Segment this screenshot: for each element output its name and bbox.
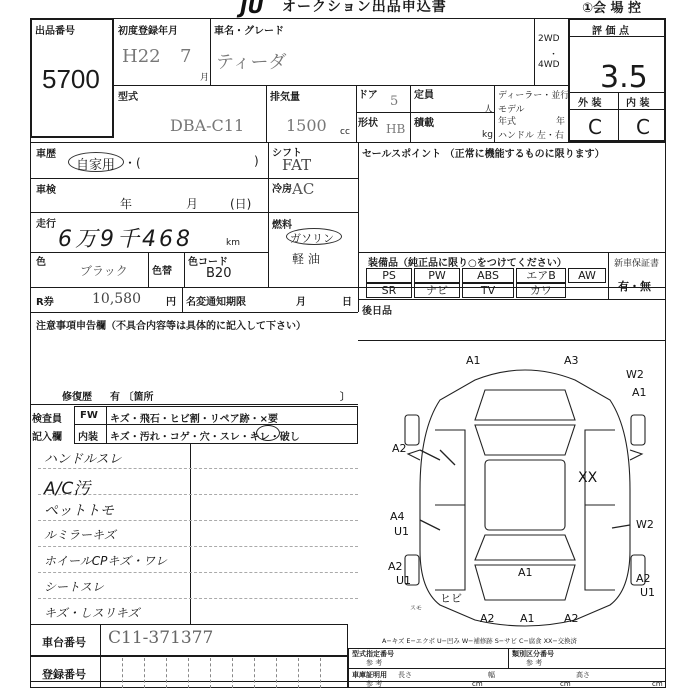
wheel-front-right — [631, 415, 645, 445]
equipment-item[interactable] — [366, 283, 412, 298]
remark-line: ホイールCPキズ・ワレ — [44, 554, 168, 568]
damage-legend: A−キズ E−エクボ U−凹み W−補修跡 S−サビ C−腐食 XX−交換済 — [382, 637, 577, 645]
inspector-mark-circle — [256, 425, 280, 441]
dealer-year-label: 年式 — [498, 117, 517, 127]
capacity-unit: 人 — [484, 105, 494, 115]
inspector-row1-tag: FW — [80, 410, 98, 421]
dealer-type: ディーラー・並行 — [498, 91, 570, 101]
car-body-outline — [420, 370, 630, 626]
warranty-label: 新車保証書 — [614, 259, 660, 269]
drive-2wd: 2WD — [538, 34, 560, 44]
damage-mark: W2 — [626, 368, 644, 381]
type-label: 型式 — [118, 92, 138, 103]
equipment-label: 装備品（純正品に限り○をつけてください） — [368, 258, 567, 269]
recycle-unit: 円 — [166, 297, 176, 308]
color-code-value: B20 — [206, 266, 232, 281]
interior-grade: C — [636, 115, 650, 139]
equipment-item-label: カワ — [530, 284, 552, 297]
dealer-year-unit: 年 — [556, 117, 566, 127]
equipment-item-label: ナビ — [426, 284, 448, 297]
damage-mark: U1 — [640, 586, 656, 599]
car-hood — [475, 390, 575, 420]
color-label: 色 — [36, 257, 46, 268]
interior-label: 内 装 — [626, 98, 650, 109]
lot-number-label: 出品番号 — [35, 26, 75, 37]
dealer-handle: ハンドル 左・右 — [498, 131, 564, 141]
brand-logo: JU — [240, 0, 264, 18]
usage-value: 自家用 — [76, 158, 116, 173]
post-date-label: 後日品 — [362, 306, 392, 317]
repair-history-close: 〕 — [340, 392, 350, 403]
width-label: 幅 — [488, 671, 495, 679]
damage-mark: A1 — [520, 612, 535, 625]
warranty-value: 有・無 — [618, 280, 651, 293]
garage-cert-ref: 参 考 — [366, 680, 383, 688]
fuel-gas-circle — [286, 228, 342, 245]
remark-line: A/C汚 — [44, 479, 91, 499]
remark-line: ペットトモ — [44, 503, 114, 519]
inspection-year-unit: 年 — [120, 197, 133, 211]
inspection-day-unit: (日) — [230, 197, 252, 211]
inspection-month-unit: 月 — [186, 197, 199, 211]
equipment-item[interactable] — [462, 268, 514, 283]
remark-line: シートスレ — [44, 580, 104, 594]
venue-copy-label: ①会 場 控 — [582, 1, 642, 16]
inspector-row2-text: キズ・汚れ・コゲ・穴・スレ・キレ・破し — [110, 432, 300, 443]
equipment-item-label: SR — [381, 284, 397, 297]
equipment-item-label: PS — [382, 269, 396, 282]
displacement-unit: cc — [340, 127, 350, 137]
equipment-item-label: ABS — [477, 269, 499, 282]
equipment-item[interactable] — [516, 268, 566, 283]
equipment-item[interactable] — [414, 283, 460, 298]
model-name-value: ティーダ — [216, 52, 287, 73]
fuel-gas: ガソリン — [290, 232, 334, 245]
length-unit: cm — [472, 680, 483, 688]
color-value: ブラック — [80, 264, 128, 278]
name-change-label: 名変通知期限 — [186, 297, 246, 308]
mileage-unit: km — [226, 238, 240, 248]
fuel-label: 燃料 — [272, 220, 292, 231]
damage-mark: U1 — [394, 525, 410, 538]
notes-label: 注意事項申告欄（不具合内容等は具体的に記入して下さい） — [36, 321, 306, 332]
inspector-row2-tag: 内装 — [78, 432, 98, 443]
registration-era-year: H22 — [122, 46, 161, 67]
score-value: 3.5 — [600, 60, 648, 95]
chassis-value: C11-371377 — [108, 628, 214, 648]
equipment-item[interactable] — [414, 268, 460, 283]
sales-point-label: セールスポイント （正常に機能するものに限ります） — [362, 149, 605, 160]
wheel-front-left — [405, 415, 419, 445]
usage-label: 車歴 — [36, 149, 56, 160]
equipment-item-label: TV — [480, 284, 496, 297]
exterior-label: 外 装 — [578, 98, 602, 109]
equipment-item[interactable] — [568, 268, 606, 283]
chassis-label: 車台番号 — [42, 636, 86, 649]
designation-label: 型式指定番号 — [352, 650, 394, 658]
car-door-right — [585, 430, 615, 590]
category-label: 類別区分番号 — [512, 650, 554, 658]
plate-label: 登録番号 — [42, 668, 86, 681]
shift-label: シフト — [272, 148, 302, 159]
remark-line: ルミラーキズ — [44, 528, 116, 542]
damage-mark: A4 — [390, 510, 405, 523]
usage-rest: ・( — [124, 156, 141, 170]
load-unit: kg — [482, 130, 493, 140]
mileage-label: 走行 — [36, 219, 56, 230]
recycle-value: 10,580 — [92, 291, 141, 307]
capacity-label: 定員 — [414, 90, 434, 101]
repair-history-value: 有 〔箇所 — [110, 392, 154, 403]
recycle-label: R券 — [36, 297, 54, 308]
mirror-left — [408, 450, 420, 460]
name-change-month: 月 — [296, 297, 306, 308]
doors-label: ドア — [358, 90, 378, 101]
height-label: 高さ — [576, 671, 590, 679]
registration-month: 7 — [180, 46, 192, 67]
shift-value: FAT — [282, 156, 312, 174]
cooler-value: AC — [292, 180, 315, 198]
drive-dot: ・ — [549, 50, 559, 60]
damage-mark: W2 — [636, 518, 654, 531]
equipment-item[interactable] — [462, 283, 514, 298]
cooler-label: 冷房 — [272, 184, 292, 195]
name-change-day: 日 — [342, 297, 352, 308]
damage-mark: A1 — [632, 386, 647, 399]
dealer-model-label: モデル — [498, 105, 525, 115]
designation-ref: 参 考 — [366, 659, 383, 667]
color-change-label: 色替 — [152, 266, 172, 277]
damage-mark: A3 — [564, 354, 579, 367]
width-unit: cm — [560, 680, 571, 688]
registration-label: 初度登録年月 — [118, 26, 178, 37]
car-roof — [485, 460, 565, 530]
height-unit: cm — [652, 680, 663, 688]
shape-value: HB — [386, 122, 406, 136]
score-box — [568, 18, 666, 142]
equipment-item[interactable] — [516, 283, 566, 298]
drive-4wd: 4WD — [538, 60, 560, 70]
model-name-label: 車名・グレード — [214, 26, 284, 37]
damage-mark: U1 — [396, 574, 412, 587]
inspector-label-2: 記入欄 — [32, 432, 62, 443]
damage-mark: A2 — [392, 442, 407, 455]
color-code-label: 色コード — [188, 257, 228, 268]
equipment-item[interactable] — [366, 268, 412, 283]
inspector-label-1: 検査員 — [32, 414, 62, 425]
score-label: 評 価 点 — [592, 26, 629, 37]
equipment-item-label: PW — [428, 269, 446, 282]
equipment-item-label: AW — [578, 269, 596, 282]
damage-mark: A1 — [518, 566, 533, 579]
car-rear-window — [475, 535, 575, 560]
damage-mark: A2 — [480, 612, 495, 625]
registration-month-unit: 月 — [200, 73, 210, 83]
displacement-value: 1500 — [286, 116, 327, 135]
equipment-item-label: エアB — [526, 269, 556, 282]
usage-close: ) — [254, 154, 259, 168]
exterior-grade: C — [588, 115, 602, 139]
damage-mark: A2 — [564, 612, 579, 625]
lot-number-value: 5700 — [42, 64, 100, 94]
form-title: オークション出品申込書 — [282, 0, 447, 15]
inspection-label: 車検 — [36, 185, 56, 196]
displacement-label: 排気量 — [270, 92, 300, 103]
length-label: 長さ — [398, 671, 412, 679]
doors-value: 5 — [390, 94, 399, 109]
repair-history-label: 修復歴 — [62, 392, 92, 403]
mirror-right — [630, 450, 642, 460]
damage-mark: XX — [578, 470, 598, 486]
car-diagram — [380, 350, 670, 640]
header — [0, 0, 700, 16]
damage-mark: ヒビ — [440, 592, 462, 605]
type-value: DBA-C11 — [170, 116, 245, 135]
fuel-diesel: 軽 油 — [292, 252, 320, 266]
diagram-small-label: スモ — [410, 605, 423, 612]
load-label: 積載 — [414, 118, 434, 129]
mileage-value: 6万9千468 — [58, 227, 193, 252]
shape-label: 形状 — [358, 118, 378, 129]
damage-mark: A2 — [388, 560, 403, 573]
inspector-row1-text: キズ・飛石・ヒビ割・リペア跡・×要 — [110, 414, 278, 425]
garage-cert-label: 車庫証明用 — [352, 671, 387, 679]
damage-mark: A2 — [636, 572, 651, 585]
car-door-left — [435, 430, 465, 590]
lot-number-box — [30, 18, 114, 138]
remark-line: キズ・しスリキズ — [44, 606, 140, 620]
remark-line: ハンドルスレ — [44, 452, 122, 467]
category-ref: 参 考 — [526, 659, 543, 667]
car-windshield — [475, 425, 575, 455]
damage-mark: A1 — [466, 354, 481, 367]
